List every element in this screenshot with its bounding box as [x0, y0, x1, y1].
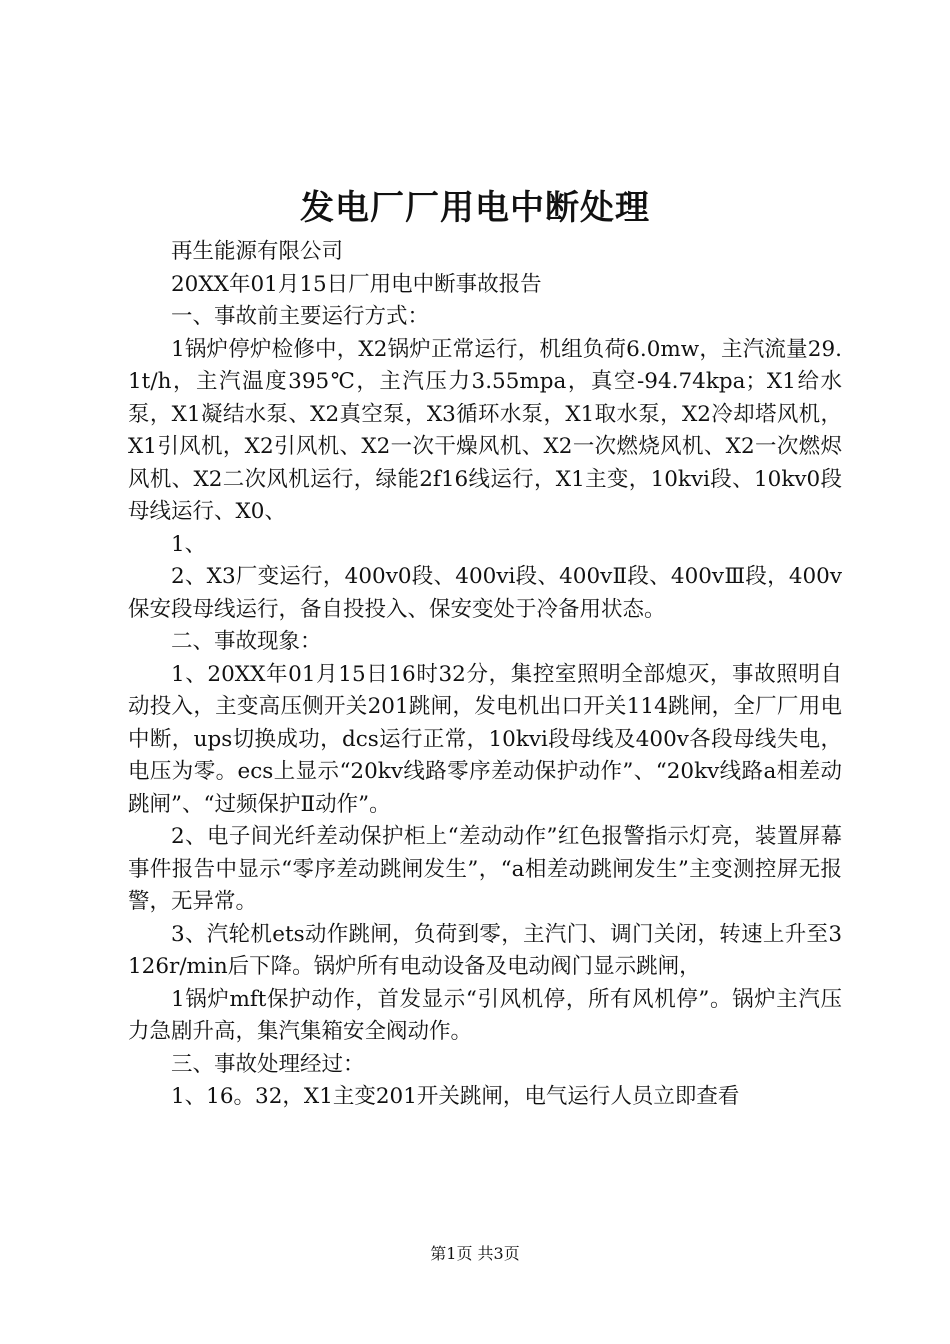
- paragraph: 1、16。32，X1主变201开关跳闸，电气运行人员立即查看: [171, 1084, 740, 1109]
- paragraph: 3、汽轮机ets动作跳闸，负荷到零，主汽门、调门关闭，转速上升至3126r/min后下降。锅炉所有电动设备及电动阀门显示跳闸，: [128, 921, 842, 979]
- paragraph-company: 再生能源有限公司: [171, 239, 344, 264]
- paragraph: 2、电子间光纤差动保护柜上“差动动作”红色报警指示灯亮，装置屏幕事件报告中显示“零序差动跳闸发生”，“a相差动跳闸发生”主变测控屏无报警，无异常。: [128, 824, 842, 914]
- paragraph: 1、: [171, 531, 207, 557]
- paragraph-report-title: 20XX年01月15日厂用电中断事故报告: [171, 271, 542, 297]
- paragraph: 2、X3厂变运行，400v0段、400vi段、400vⅡ段、400vⅢ段，400v保安段母线运行，备自投投入、保安变处于冷备用状态。: [128, 564, 842, 622]
- page-footer: 第1页 共3页: [430, 1244, 520, 1263]
- section-heading-3: 三、事故处理经过：: [171, 1051, 365, 1077]
- document-title: 发电厂厂用电中断处理: [300, 188, 650, 228]
- document-body: [128, 236, 842, 1114]
- section-heading-1: 一、事故前主要运行方式：: [171, 304, 430, 329]
- paragraph: 1锅炉mft保护动作，首发显示“引风机停，所有风机停”。锅炉主汽压力急剧升高，集汽集箱安全阀动作。: [128, 986, 842, 1044]
- paragraph: 1、20XX年01月15日16时32分，集控室照明全部熄灭，事故照明自动投入，主变高压侧开关201跳闸，发电机出口开关114跳闸，全厂厂用电中断，ups切换成功，dcs运行正常，10kvi段母线及400v各段母线失电，电压为零。ecs上显示“20kv线路零序差动保护动作”、“20kv线路a相差动跳闸”、“过频保护Ⅱ动作”。: [128, 661, 842, 817]
- paragraph: 1锅炉停炉检修中，X2锅炉正常运行，机组负荷6.0mw，主汽流量29.1t/h，主汽温度395℃，主汽压力3.55mpa，真空-94.74kpa；X1给水泵，X1凝结水泵、X2真空泵，X3循环水泵，X1取水泵，X2冷却塔风机，X1引风机，X2引风机、X2一次干燥风机、X2一次燃烧风机、X2一次燃烬风机、X2二次风机运行，绿能2f16线运行，X1主变，10kvi段、10kv0段母线运行、X0、: [128, 336, 842, 524]
- section-heading-2: 二、事故现象：: [171, 629, 322, 654]
